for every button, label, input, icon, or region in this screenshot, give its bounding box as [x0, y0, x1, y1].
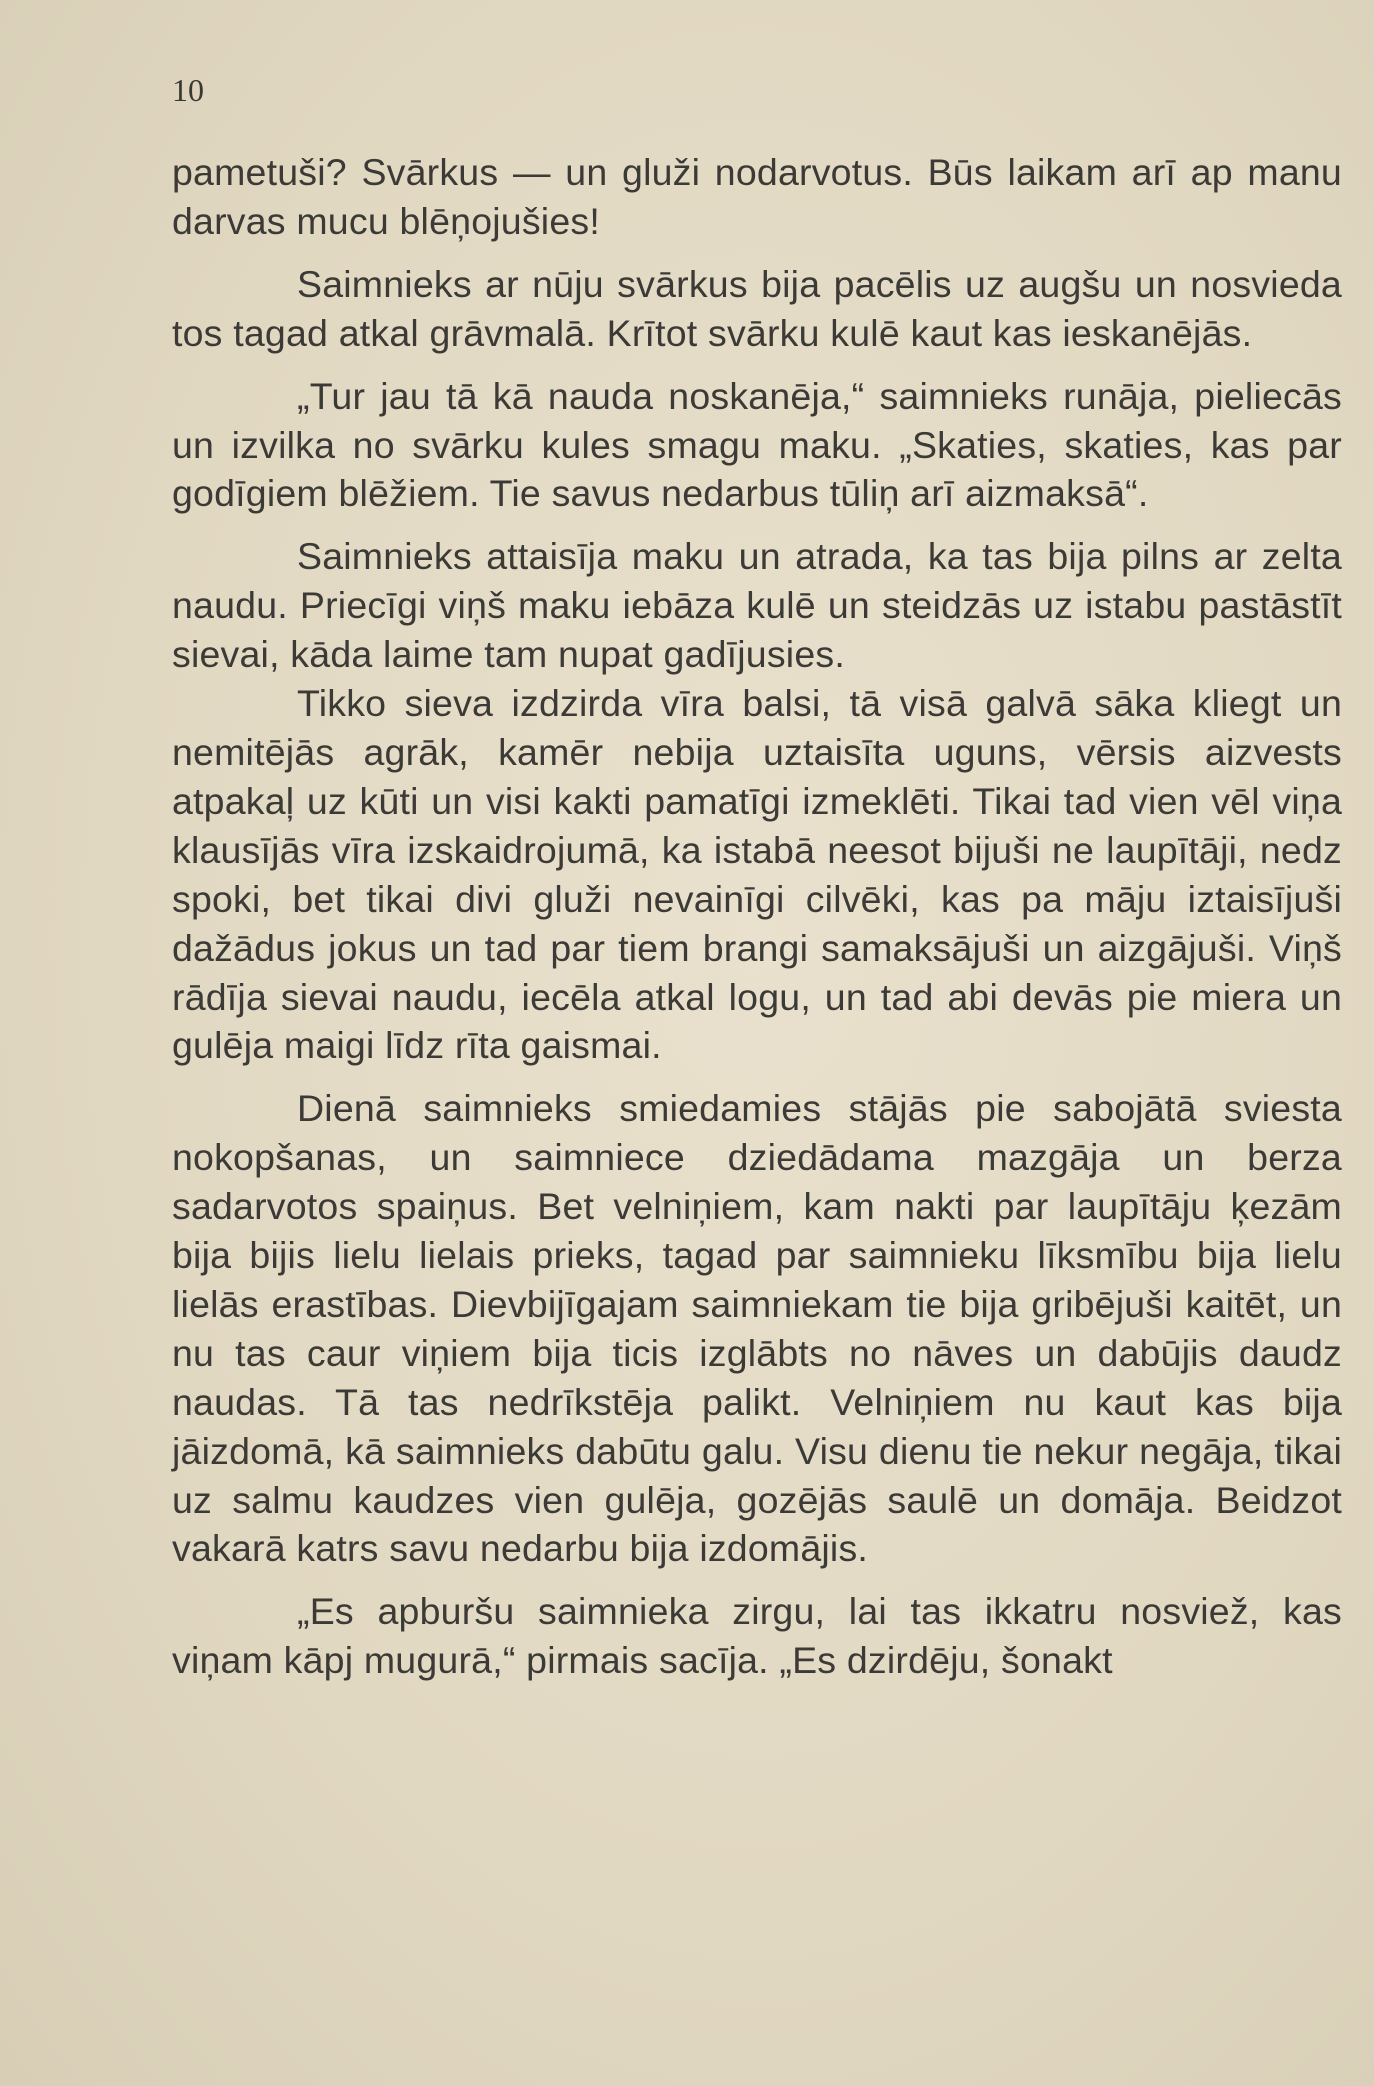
paragraph: Saimnieks ar nūju svārkus bija pacēlis uz augšu un nosvieda tos tagad atkal grāvmalā. Krītot svārku kulē kaut kas ieskanējās. [172, 262, 1342, 354]
paragraph: „Es apburšu saimnieka zirgu, lai tas ikkatru nosviež, kas viņam kāpj mugurā,“ pirmais sacīja. „Es dzirdēju, šonakt [172, 1590, 1342, 1682]
paragraph: Saimnieks attaisīja maku un atrada, ka tas bija pilns ar zelta naudu. Priecīgi viņš maku iebāza kulē un steidzās uz istabu pastāstīt sievai, kāda laime tam nupat gadījusies. [172, 535, 1342, 676]
paragraph: pametuši? Svārkus — un gluži nodarvotus. Būs laikam arī ap manu darvas mucu blēņojušies! [172, 151, 1342, 242]
page-number: 10 [172, 72, 204, 108]
body-text [172, 148, 1342, 1685]
paragraph: „Tur jau tā kā nauda noskanēja,“ saimnieks runāja, pieliecās un izvilka no svārku kules smagu maku. „Skaties, skaties, kas par godīgiem blēžiem. Tie savus nedarbus tūliņ arī aizmaksā“. [172, 374, 1342, 515]
paragraph: Tikko sieva izdzirda vīra balsi, tā visā galvā sāka kliegt un nemitējās agrāk, kamēr nebija uztaisīta uguns, vērsis aizvests atpakaļ uz kūti un visi kakti pamatīgi izmeklēti. Tikai tad vien vēl viņa klausījās vīra izskaidrojumā, ka istabā neesot bijuši ne laupītāji, nedz spoki, bet tikai divi gluži nevainīgi cilvēki, kas pa māju iztaisījuši dažādus jokus un tad par tiem brangi samaksājuši un aizgājuši. Viņš rādīja sievai naudu, iecēla atkal logu, un tad abi devās pie miera un gulēja maigi līdz rīta gaismai. [172, 682, 1342, 1067]
paragraph: Dienā saimnieks smiedamies stājās pie sabojātā sviesta nokopšanas, un saimniece dziedādama mazgāja un berza sadarvotos spaiņus. Bet velniņiem, kam nakti par laupītāju ķezām bija bijis lielu lielais prieks, tagad par saimnieku līksmību bija lielu lielās erastības. Dievbijīgajam saimniekam tie bija gribējuši kaitēt, un nu tas caur viņiem bija ticis izglābts no nāves un dabūjis daudz naudas. Tā tas nedrīkstēja palikt. Velniņiem nu kaut kas bija jāizdomā, kā saimnieks dabūtu galu. Visu dienu tie nekur negāja, tikai uz salmu kaudzes vien gulēja, gozējās saulē un domāja. Beidzot vakarā katrs savu nedarbu bija izdomājis. [172, 1087, 1342, 1570]
